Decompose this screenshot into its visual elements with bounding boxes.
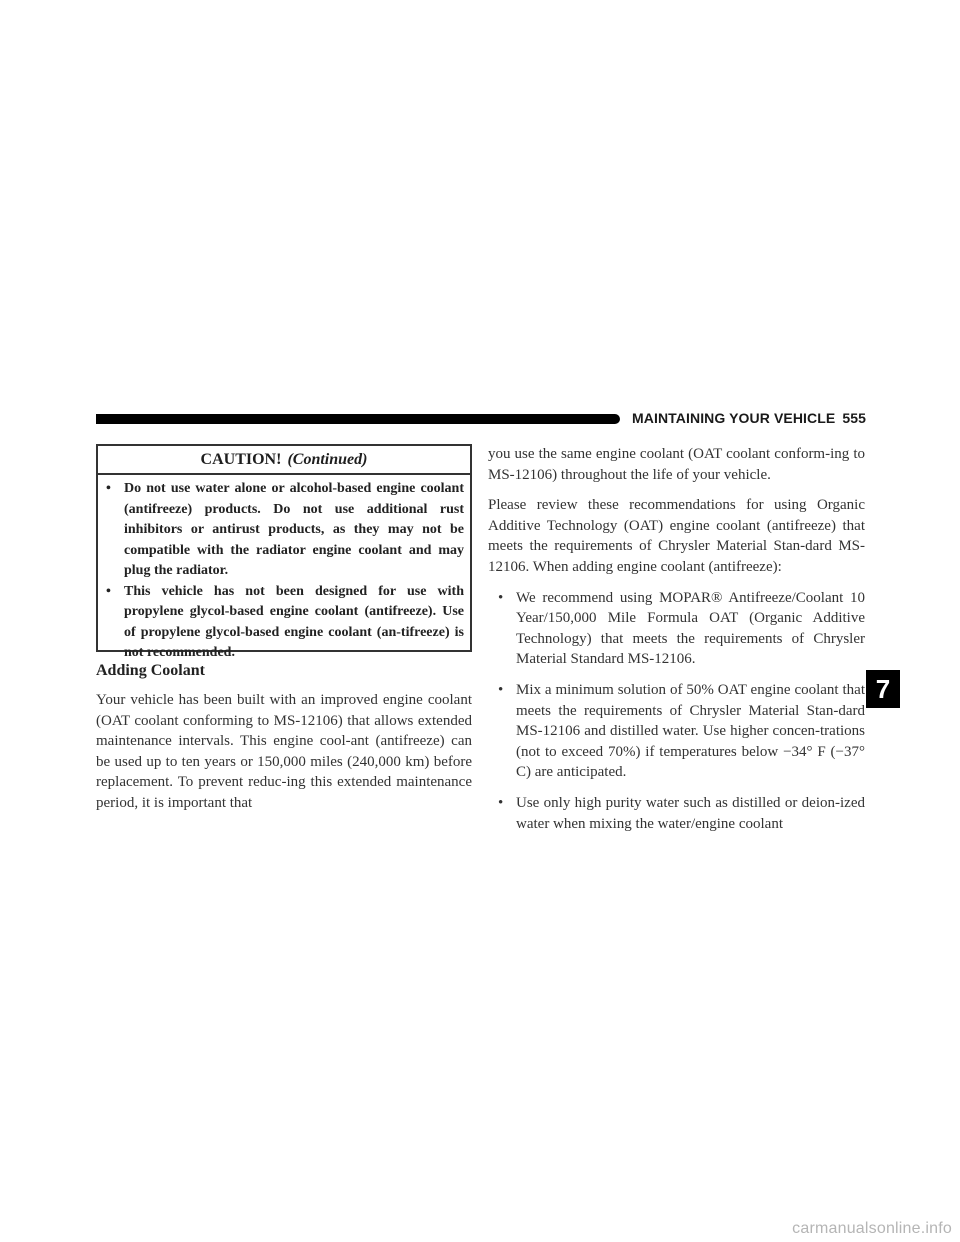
caution-label: CAUTION!	[200, 451, 282, 468]
section-heading: Adding Coolant	[96, 662, 205, 679]
bullet-icon: •	[498, 794, 504, 811]
running-head	[632, 410, 872, 426]
chapter-tab: 7	[866, 670, 900, 708]
caution-item	[106, 582, 464, 664]
list-item	[498, 588, 865, 670]
right-column	[488, 444, 865, 844]
body-paragraph: Please review these recommendations for using Organic Additive Technology (OAT) engine coolant (antifreeze) that meets the requirements of Chrysler Material Stan-dard MS-12106. When adding engine coolant (antifreeze):	[488, 497, 865, 575]
caution-item-text: Do not use water alone or alcohol-based engine coolant (antifreeze) products. Do not use additional rust inhibitors or antirust products, as they may not be compatible with the radiator engine coolant and may plug the radiator.	[124, 481, 464, 578]
section-title: MAINTAINING YOUR VEHICLE	[632, 410, 836, 426]
watermark: carmanualsonline.info	[792, 1220, 952, 1237]
bullet-icon: •	[106, 583, 111, 599]
list-item	[498, 793, 865, 834]
caution-title	[98, 446, 470, 475]
bullet-icon: •	[106, 481, 111, 496]
recommendation-list	[488, 588, 865, 835]
bullet-icon: •	[498, 681, 504, 698]
left-column	[96, 444, 472, 824]
list-item	[498, 680, 865, 783]
caution-box	[96, 444, 472, 660]
list-item-text: We recommend using MOPAR® Antifreeze/Coolant 10 Year/150,000 Mile Formula OAT (Organic Additive Technology) that meets the requirements of Chrysler Material Standard MS-12106.	[516, 589, 865, 668]
body-paragraph: you use the same engine coolant (OAT coolant conform-ing to MS-12106) throughout the life of your vehicle.	[488, 446, 865, 483]
bullet-icon: •	[498, 589, 504, 606]
body-paragraph: Your vehicle has been built with an improved engine coolant (OAT coolant conforming to MS-12106) that allows extended maintenance intervals. This engine cool-ant (antifreeze) can be used up to ten years or 150,000 miles (240,000 km) before replacement. To prevent reduc-ing this extended maintenance period, it is important that	[96, 692, 472, 811]
caution-item-text: This vehicle has not been designed for use with propylene glycol-based engine coolant (antifreeze). Use of propylene glycol-based engine coolant (an-tifreeze) is not recommended.	[124, 583, 464, 660]
list-item-text: Use only high purity water such as distilled or deion-ized water when mixing the water/engine coolant	[516, 794, 865, 832]
caution-list	[98, 475, 470, 664]
page-number: 555	[842, 410, 867, 426]
list-item-text: Mix a minimum solution of 50% OAT engine coolant that meets the requirements of Chrysler Material Stan-dard MS-12106 and distilled water. Use higher concen-trations (not to exceed 70%) if temperatures below −34° F (−37° C) are anticipated.	[516, 681, 865, 781]
caution-item	[106, 479, 464, 582]
caution-continued: (Continued)	[287, 451, 368, 468]
header-rule	[96, 414, 620, 424]
